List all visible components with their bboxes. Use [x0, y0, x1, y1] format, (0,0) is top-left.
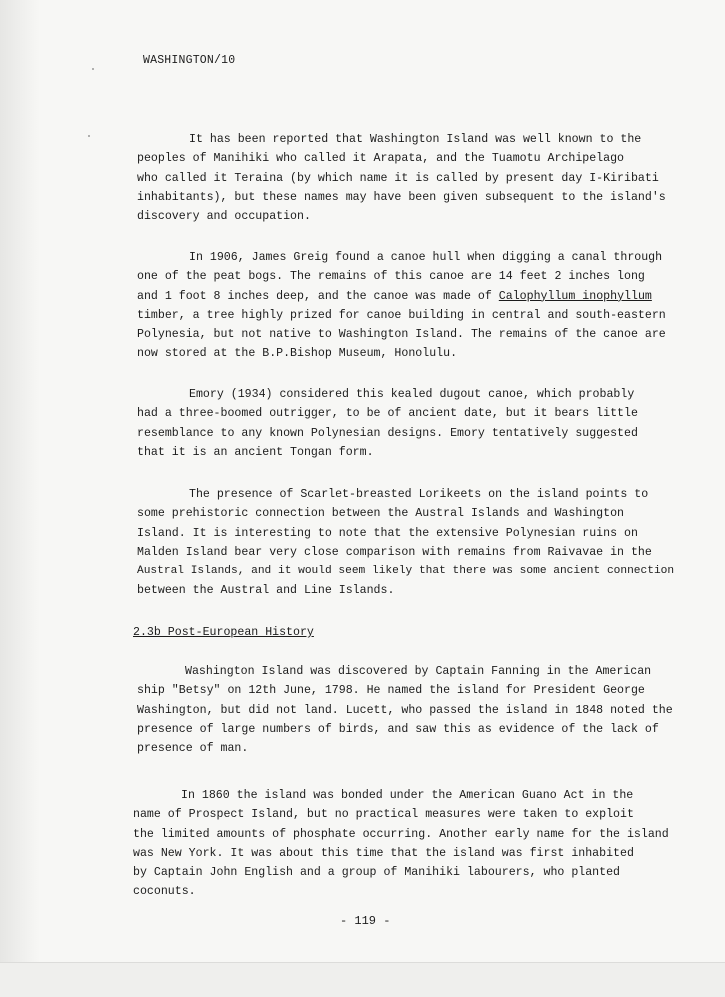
- paragraph-guano-act: [133, 786, 678, 902]
- paragraph-canoe-hull: [137, 248, 682, 364]
- text-line: Polynesia, but not native to Washington Island. The remains of the canoe are: [137, 328, 666, 342]
- text-line: presence of man.: [137, 742, 249, 756]
- paragraph-discovery: [137, 662, 682, 758]
- section-heading: 2.3b Post-European History: [133, 626, 314, 639]
- text-line: timber, a tree highly prized for canoe building in central and south-eastern: [137, 308, 666, 322]
- text-line: that it is an ancient Tongan form.: [137, 445, 374, 459]
- text-line: The presence of Scarlet-breasted Lorikeets on the island points to: [189, 488, 649, 501]
- scan-bottom-edge: [0, 962, 725, 997]
- scan-shadow: [0, 0, 40, 996]
- page-number: - 119 -: [340, 914, 391, 928]
- text-line: between the Austral and Line Islands.: [137, 584, 395, 598]
- paragraph-emory: [137, 385, 682, 462]
- text-line: peoples of Manihiki who called it Arapata, and the Tuamotu Archipelago: [137, 152, 625, 166]
- text-line: some prehistoric connection between the Austral Islands and Washington: [137, 507, 625, 521]
- text-line: In 1906, James Greig found a canoe hull when digging a canal through: [189, 251, 663, 264]
- text-line: was New York. It was about this time that the island was first inhabited: [133, 846, 634, 860]
- text-line: resemblance to any known Polynesian designs. Emory tentatively suggested: [137, 426, 638, 440]
- text-line: one of the peat bogs. The remains of this canoe are 14 feet 2 inches long: [137, 270, 645, 284]
- text-fragment: and 1 foot 8 inches deep, and the canoe was made of: [137, 289, 499, 303]
- text-line: Austral Islands, and it would seem likely that there was some ancient connection: [137, 565, 675, 578]
- scan-speck: [88, 135, 90, 137]
- text-line: Malden Island bear very close comparison with remains from Raivavae in the: [137, 545, 652, 559]
- text-line: had a three-boomed outrigger, to be of ancient date, but it bears little: [137, 407, 638, 421]
- text-line: Washington, but did not land. Lucett, who passed the island in 1848 noted the: [137, 703, 673, 717]
- text-line: inhabitants), but these names may have been given subsequent to the island's: [137, 190, 666, 204]
- text-line: It has been reported that Washington Island was well known to the: [189, 133, 642, 146]
- text-line: [137, 287, 682, 306]
- text-line: now stored at the B.P.Bishop Museum, Honolulu.: [137, 347, 458, 361]
- paragraph-arapata: [137, 130, 682, 226]
- paragraph-lorikeets: [137, 485, 682, 601]
- text-line: Emory (1934) considered this kealed dugout canoe, which probably: [189, 388, 635, 401]
- species-name: Calophyllum inophyllum: [498, 289, 652, 303]
- text-line: Island. It is interesting to note that the extensive Polynesian ruins on: [137, 526, 638, 540]
- text-line: coconuts.: [133, 885, 196, 899]
- text-line: name of Prospect Island, but no practical measures were taken to exploit: [133, 808, 634, 822]
- text-line: discovery and occupation.: [137, 210, 311, 224]
- text-line: In 1860 the island was bonded under the American Guano Act in the: [181, 789, 634, 802]
- text-line: Washington Island was discovered by Captain Fanning in the American: [185, 665, 652, 678]
- text-line: ship "Betsy" on 12th June, 1798. He named the island for President George: [137, 684, 645, 698]
- scan-speck: [92, 68, 94, 70]
- text-line: the limited amounts of phosphate occurring. Another early name for the island: [133, 827, 669, 841]
- text-line: by Captain John English and a group of Manihiki labourers, who planted: [133, 866, 621, 880]
- text-line: who called it Teraina (by which name it is called by present day I-Kiribati: [137, 171, 659, 185]
- text-line: presence of large numbers of birds, and saw this as evidence of the lack of: [137, 722, 659, 736]
- page-header: WASHINGTON/10: [143, 54, 236, 67]
